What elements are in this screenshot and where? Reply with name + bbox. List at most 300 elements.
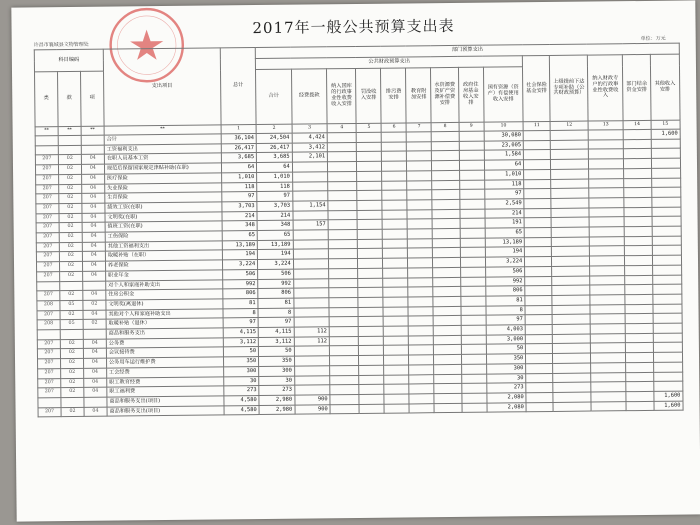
col-e-cell: [433, 306, 460, 316]
col-k-cell: [624, 217, 651, 227]
code-class-cell: 207: [37, 310, 60, 320]
code-class-cell: [35, 145, 58, 155]
total-cell: 1,010: [221, 172, 257, 182]
total-cell: 3,685: [221, 153, 257, 163]
col-f-cell: [459, 189, 484, 199]
col-h-cell: [524, 208, 551, 218]
total-cell: 3,112: [223, 337, 259, 347]
col-j-cell: [591, 382, 627, 392]
col-d-cell: [408, 297, 433, 307]
col-l-cell: [652, 246, 682, 256]
col-e-cell: [432, 209, 459, 219]
col-a-cell: [327, 132, 356, 142]
col-b-cell: [358, 297, 383, 307]
subtotal-cell: 3,685: [257, 153, 293, 163]
col-h-cell: [524, 227, 551, 237]
code-section-cell: 02: [60, 271, 83, 281]
code-item-cell: 04: [83, 310, 106, 320]
col-h-cell: [526, 334, 553, 344]
total-cell: 506: [222, 269, 258, 279]
col-d-cell: [407, 200, 432, 210]
item-name-cell: 失业保险: [105, 182, 222, 193]
col-i-cell: [553, 363, 591, 373]
col-l-cell: 1,600: [651, 129, 681, 139]
funds-cell: [292, 162, 328, 172]
col-g-cell: 194: [485, 247, 525, 257]
col-i-cell: [552, 305, 590, 315]
col-c-cell: [383, 287, 408, 297]
col-a-cell: [330, 346, 359, 356]
funds-cell: [293, 230, 329, 240]
funds-cell: [293, 249, 329, 259]
col-j-cell: [590, 285, 626, 295]
col-j-cell: [589, 256, 625, 266]
code-section-cell: [58, 145, 81, 155]
total-cell: 30: [223, 376, 259, 386]
col-f-header: 政府住房基金收入安排: [458, 67, 484, 122]
code-item-cell: 04: [81, 164, 104, 174]
col-a-header: 纳入国库的行政事业性收费收入安排: [327, 68, 357, 123]
col-i-cell: [551, 179, 589, 189]
code-item-cell: 04: [84, 387, 107, 397]
col-b-cell: [359, 365, 384, 375]
col-g-cell: 2,080: [487, 402, 527, 412]
col-i-cell: [552, 314, 590, 324]
col-b-cell: [357, 210, 382, 220]
code-item-cell: [84, 397, 107, 407]
table-body: [35, 129, 683, 417]
subtotal-cell: 97: [257, 191, 293, 201]
col-l-cell: [651, 158, 681, 168]
col-l-cell: [651, 197, 681, 207]
col-c-cell: [384, 326, 409, 336]
col-e-cell: [432, 131, 459, 141]
code-section-header: 款: [57, 71, 81, 126]
col-c-cell: [382, 132, 407, 142]
col-h-cell: [525, 325, 552, 335]
col-l-cell: 1,600: [653, 391, 683, 401]
col-i-cell: [552, 285, 590, 295]
col-d-cell: [408, 219, 433, 229]
total-cell: 97: [222, 192, 258, 202]
col-d-cell: [409, 365, 434, 375]
funds-cell: 112: [294, 337, 330, 347]
funds-cell: 4,424: [292, 133, 328, 143]
code-section-cell: 02: [59, 232, 82, 242]
col-j-cell: [589, 227, 625, 237]
col-h-cell: [525, 315, 552, 325]
col-h-cell: [524, 189, 551, 199]
code-item-cell: 04: [82, 193, 105, 203]
subtotal-cell: 24,504: [256, 133, 292, 143]
col-j-cell: [590, 333, 626, 343]
col-c-cell: [383, 268, 408, 278]
col-d-cell: [409, 403, 434, 413]
col-g-cell: 506: [485, 267, 525, 277]
col-e-cell: [434, 355, 461, 365]
col-j-cell: [589, 246, 625, 256]
funds-cell: 900: [295, 395, 331, 405]
col-c-cell: [383, 248, 408, 258]
subtotal-cell: 273: [259, 385, 295, 395]
col-f-cell: [459, 141, 484, 151]
subtotal-cell: 2,980: [259, 395, 295, 405]
col-b-cell: [358, 258, 383, 268]
col-k-cell: [625, 226, 652, 236]
col-l-cell: [652, 255, 682, 265]
col-h-cell: [525, 295, 552, 305]
col-j-cell: [591, 363, 627, 373]
col-g-cell: 64: [484, 160, 524, 170]
total-cell: 806: [223, 289, 259, 299]
col-i-cell: [551, 208, 589, 218]
col-number: 4: [327, 123, 356, 132]
col-e-cell: [433, 267, 460, 277]
item-name-cell: 值班工资(在职): [105, 221, 222, 232]
total-cell: 97: [223, 318, 259, 328]
col-a-cell: [329, 249, 358, 259]
col-l-cell: [652, 284, 682, 294]
code-item-cell: [83, 281, 106, 291]
col-a-cell: [330, 365, 359, 375]
col-h-cell: [525, 266, 552, 276]
col-k-header: 部门结余资金安排: [623, 54, 651, 120]
code-class-cell: 207: [36, 233, 59, 243]
col-f-cell: [459, 160, 484, 170]
col-j-cell: [589, 207, 625, 217]
col-k-cell: [625, 256, 652, 266]
col-a-cell: [327, 142, 356, 152]
col-e-cell: [432, 141, 459, 151]
col-j-cell: [590, 324, 626, 334]
col-l-cell: [652, 294, 682, 304]
col-c-cell: [382, 180, 407, 190]
total-cell: 36,104: [221, 134, 257, 144]
col-l-cell: [651, 187, 681, 197]
funds-cell: [293, 259, 329, 269]
code-section-cell: 02: [61, 378, 84, 388]
col-b-cell: [357, 200, 382, 210]
col-c-cell: [383, 239, 408, 249]
col-j-cell: [590, 275, 626, 285]
col-i-cell: [551, 159, 589, 169]
col-l-cell: [653, 333, 683, 343]
col-j-cell: [590, 353, 626, 363]
code-item-cell: [83, 329, 106, 339]
col-f-cell: [460, 296, 485, 306]
col-h-cell: [524, 140, 551, 150]
code-item-cell: 04: [81, 155, 104, 165]
col-g-cell: 50: [486, 344, 526, 354]
code-item-cell: 04: [82, 203, 105, 213]
col-k-cell: [626, 314, 653, 324]
col-a-cell: [329, 336, 358, 346]
subtotal-cell: 2,980: [259, 405, 295, 415]
code-section-cell: 02: [59, 194, 82, 204]
col-e-cell: [434, 325, 461, 335]
total-cell: 118: [221, 182, 257, 192]
col-h-cell: [526, 383, 553, 393]
col-h-cell: [525, 305, 552, 315]
col-l-cell: [651, 149, 681, 159]
funds-cell: [292, 191, 328, 201]
col-j-cell: [589, 169, 625, 179]
col-j-cell: [591, 372, 627, 382]
code-item-cell: 04: [84, 378, 107, 388]
col-d-cell: [409, 355, 434, 365]
col-g-cell: 118: [484, 179, 524, 189]
col-e-cell: [434, 384, 461, 394]
page-title: 2017年一般公共预算支出表: [252, 16, 455, 38]
funds-cell: 2,101: [292, 152, 328, 162]
funds-cell: [293, 210, 329, 220]
col-g-cell: 350: [486, 354, 526, 364]
item-name-cell: 在职人员基本工资: [104, 153, 221, 164]
col-c-cell: [382, 142, 407, 152]
col-e-cell: [434, 403, 461, 413]
item-name-cell: 取暖补贴（在职）: [105, 250, 222, 261]
total-cell: 348: [222, 221, 258, 231]
subtotal-cell: 8: [258, 308, 294, 318]
col-g-cell: 97: [484, 189, 524, 199]
item-name-cell: 其他工资福利支出: [105, 241, 222, 252]
item-name-cell: 养老保险: [105, 260, 222, 271]
col-k-cell: [625, 275, 652, 285]
col-e-cell: [434, 316, 461, 326]
total-cell: 194: [222, 250, 258, 260]
col-e-cell: [432, 161, 459, 171]
col-l-cell: [653, 313, 683, 323]
col-l-cell: [651, 139, 681, 149]
col-h-cell: [524, 218, 551, 228]
col-e-cell: [432, 199, 459, 209]
col-number: 2: [256, 124, 292, 133]
subtotal-cell: 214: [257, 211, 293, 221]
total-cell: 350: [223, 357, 259, 367]
total-cell: 65: [222, 231, 258, 241]
col-k-cell: [625, 236, 652, 246]
col-i-cell: [551, 217, 589, 227]
col-l-header: 其他收入安排: [650, 54, 680, 120]
col-k-cell: [625, 246, 652, 256]
total-cell: 13,189: [222, 240, 258, 250]
col-l-cell: [653, 352, 683, 362]
col-f-cell: [462, 393, 487, 403]
col-k-cell: [626, 372, 653, 382]
col-e-cell: [433, 228, 460, 238]
col-b-header: 罚没收入安排: [356, 68, 382, 123]
col-i-cell: [553, 324, 591, 334]
col-g-cell: 4,003: [486, 325, 526, 335]
col-h-cell: [525, 237, 552, 247]
item-name-cell: 会议接待费: [106, 347, 223, 358]
col-a-cell: [330, 404, 359, 414]
col-b-cell: [359, 375, 384, 385]
col-g-cell: 214: [485, 208, 525, 218]
col-a-cell: [328, 220, 357, 230]
col-number: 7: [407, 123, 432, 132]
col-number: 8: [432, 122, 459, 131]
col-g-cell: 2,549: [484, 199, 524, 209]
col-j-header: 纳入财政专户的行政事业性收费收入: [587, 55, 623, 121]
col-b-cell: [357, 152, 382, 162]
col-number: 9: [459, 122, 484, 131]
col-f-cell: [460, 267, 485, 277]
code-class-cell: [37, 330, 60, 340]
total-cell: 64: [221, 163, 257, 173]
col-d-cell: [407, 161, 432, 171]
col-h-cell: [526, 354, 553, 364]
col-a-cell: [328, 181, 357, 191]
unit-name: 许昌市襄城县文物管理处: [33, 41, 89, 49]
code-class-cell: 207: [36, 194, 59, 204]
subtotal-cell: 30: [259, 376, 295, 386]
code-group-header: 科目编码: [34, 49, 103, 72]
code-class-cell: 207: [38, 368, 61, 378]
col-j-cell: [591, 401, 627, 411]
code-class-cell: 207: [36, 204, 59, 214]
col-c-cell: [384, 345, 409, 355]
item-name-cell: 工伤保险: [105, 231, 222, 242]
col-g-cell: 191: [485, 218, 525, 228]
col-h-cell: [524, 179, 551, 189]
code-section-cell: 02: [60, 349, 83, 359]
col-b-cell: [357, 161, 382, 171]
code-item-cell: 04: [84, 368, 107, 378]
col-g-cell: 65: [485, 228, 525, 238]
col-i-cell: [551, 198, 589, 208]
funds-cell: 900: [295, 404, 331, 414]
col-i-cell: [552, 256, 590, 266]
code-class-cell: 207: [36, 223, 59, 233]
col-k-cell: [626, 343, 653, 353]
subtotal-cell: 26,417: [256, 143, 292, 153]
col-g-cell: 13,189: [485, 237, 525, 247]
col-h-cell: [526, 402, 553, 412]
subtotal-cell: 97: [258, 318, 294, 328]
total-header: 总计: [220, 48, 256, 125]
public-finance-header: 公共财政预算支出: [256, 56, 523, 70]
col-c-cell: [384, 384, 409, 394]
subtotal-cell: 194: [258, 250, 294, 260]
col-f-cell: [462, 403, 487, 413]
col-k-cell: [625, 265, 652, 275]
code-section-cell: 02: [59, 184, 82, 194]
code-item-cell: 04: [82, 213, 105, 223]
code-class-cell: 207: [36, 213, 59, 223]
col-l-cell: [652, 265, 682, 275]
col-c-cell: [383, 258, 408, 268]
col-d-cell: [407, 132, 432, 142]
item-name-cell: 职业年金: [105, 270, 222, 281]
col-f-cell: [460, 277, 485, 287]
col-h-cell: [525, 286, 552, 296]
col-a-cell: [329, 297, 358, 307]
col-g-cell: 30: [486, 373, 526, 383]
col-a-cell: [329, 288, 358, 298]
funds-cell: [294, 356, 330, 366]
col-h-cell: [525, 257, 552, 267]
col-g-cell: 806: [485, 286, 525, 296]
funds-cell: [294, 298, 330, 308]
total-cell: 4,115: [223, 328, 259, 338]
col-d-cell: [408, 287, 433, 297]
col-c-cell: [382, 219, 407, 229]
code-class-cell: 207: [36, 262, 59, 272]
code-item-cell: 04: [82, 261, 105, 271]
col-c-cell: [384, 375, 409, 385]
col-number: 5: [356, 123, 381, 132]
col-l-cell: [652, 207, 682, 217]
col-k-cell: [624, 197, 651, 207]
code-item-cell: 02: [83, 300, 106, 310]
col-b-cell: [359, 346, 384, 356]
item-name-cell: 合计: [104, 134, 221, 145]
col-a-cell: [328, 230, 357, 240]
col-h-cell: [525, 276, 552, 286]
col-g-cell: 30,080: [484, 131, 524, 141]
col-b-cell: [358, 278, 383, 288]
code-section-cell: [60, 329, 83, 339]
code-item-cell: 04: [82, 242, 105, 252]
col-d-cell: [408, 277, 433, 287]
col-f-cell: [459, 199, 484, 209]
col-k-cell: [624, 178, 651, 188]
col-k-cell: [626, 401, 653, 411]
col-h-cell: [524, 150, 551, 160]
code-class-cell: [35, 136, 58, 146]
col-a-cell: [330, 356, 359, 366]
col-a-cell: [329, 317, 358, 327]
col-f-cell: [460, 228, 485, 238]
subtotal-cell: 806: [258, 288, 294, 298]
star-marker: **: [104, 125, 221, 135]
subtotal-cell: 13,189: [258, 240, 294, 250]
funds-cell: [292, 181, 328, 191]
total-cell: 3,703: [222, 201, 258, 211]
code-section-cell: 02: [59, 213, 82, 223]
col-j-cell: [588, 149, 624, 159]
col-c-cell: [382, 190, 407, 200]
code-section-cell: 02: [60, 310, 83, 320]
col-e-cell: [433, 248, 460, 258]
col-c-cell: [383, 229, 408, 239]
col-b-cell: [358, 239, 383, 249]
item-name-cell: 绩效工资(在职): [105, 202, 222, 213]
code-item-cell: 02: [83, 319, 106, 329]
col-l-cell: [652, 236, 682, 246]
code-class-cell: 208: [37, 301, 60, 311]
code-item-cell: 04: [83, 339, 106, 349]
code-class-cell: 207: [35, 155, 58, 165]
col-i-cell: [551, 130, 589, 140]
col-b-cell: [358, 287, 383, 297]
item-name-cell: 生育保险: [105, 192, 222, 203]
col-d-cell: [408, 229, 433, 239]
col-f-cell: [460, 209, 485, 219]
col-b-cell: [358, 249, 383, 259]
item-name-cell: 公务用车运行维护费: [106, 357, 223, 368]
col-b-cell: [357, 181, 382, 191]
col-number: 1: [221, 125, 257, 134]
total-cell: 81: [223, 298, 259, 308]
col-j-cell: [591, 392, 627, 402]
col-number: 6: [381, 123, 406, 132]
col-l-cell: [653, 323, 683, 333]
code-section-cell: 02: [60, 291, 83, 301]
col-k-cell: [624, 139, 651, 149]
col-c-cell: [382, 200, 407, 210]
